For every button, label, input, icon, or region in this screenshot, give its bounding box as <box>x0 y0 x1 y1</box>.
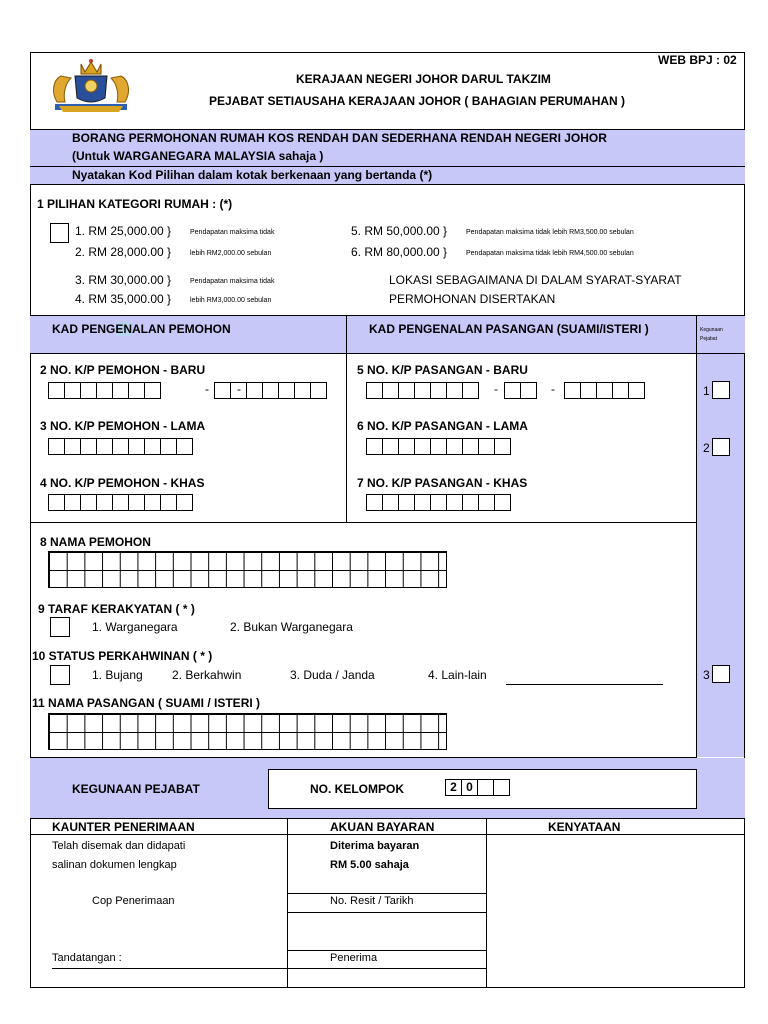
johor-crest-logo <box>45 56 137 118</box>
marital-option-3: 3. Duda / Janda <box>290 668 375 682</box>
spouse-id-header: KAD PENGENALAN PASANGAN (SUAMI/ISTERI ) <box>369 322 649 336</box>
category-income-note: lebih RM2,000.00 sebulan <box>190 250 272 257</box>
category-option-3: 3. RM 30,000.00 } <box>75 273 172 287</box>
category-income-note: Pendapatan maksima tidak lebih RM4,500.00 sebulan <box>466 250 634 257</box>
spouse-special-ic-label: 7 NO. K/P PASANGAN - KHAS <box>357 476 528 490</box>
applicant-new-ic-input[interactable] <box>48 382 161 399</box>
marital-status-label: 10 STATUS PERKAHWINAN ( * ) <box>32 649 213 663</box>
office-check-3-label: 3 <box>703 668 710 682</box>
office-use-column <box>697 354 744 757</box>
citizenship-option-1: 1. Warganegara <box>92 620 178 634</box>
receipt-date-label: No. Resit / Tarikh <box>330 895 414 907</box>
category-option-5: 5. RM 50,000.00 } <box>351 224 448 238</box>
marital-option-1: 1. Bujang <box>92 668 143 682</box>
category-income-note: Pendapatan maksima tidak <box>190 278 275 285</box>
form-code: WEB BPJ : 02 <box>658 53 737 67</box>
marital-option-2: 2. Berkahwin <box>172 668 242 682</box>
marital-other-line[interactable] <box>506 684 663 685</box>
ic-separator: - <box>494 382 498 396</box>
marital-option-4: 4. Lain-lain <box>428 668 487 682</box>
citizenship-box[interactable] <box>50 617 70 637</box>
applicant-name-input[interactable] <box>48 551 447 588</box>
spouse-new-ic-input[interactable] <box>366 382 479 399</box>
spouse-new-ic-label: 5 NO. K/P PASANGAN - BARU <box>357 363 528 377</box>
ic-separator: - <box>551 382 555 396</box>
applicant-old-ic-label: 3 NO. K/P PEMOHON - LAMA <box>40 419 206 433</box>
spouse-name-label: 11 NAMA PASANGAN ( SUAMI / ISTERI ) <box>32 696 261 710</box>
office-check-3-box[interactable] <box>712 665 730 683</box>
office-check-2-box[interactable] <box>712 438 730 456</box>
category-income-note: Pendapatan maksima tidak <box>190 229 275 236</box>
spouse-old-ic-input[interactable] <box>366 438 511 455</box>
applicant-new-ic-input[interactable] <box>246 382 327 399</box>
spouse-new-ic-input[interactable] <box>504 382 537 399</box>
office-check-1-label: 1 <box>703 384 710 398</box>
citizenship-label: 9 TARAF KERAKYATAN ( * ) <box>38 602 195 616</box>
receipt-stamp-label: Cop Penerimaan <box>92 895 175 907</box>
house-category-box[interactable] <box>50 223 69 243</box>
office-use-label: Kegunaan Pejabat <box>700 327 723 342</box>
category-option-4: 4. RM 35,000.00 } <box>75 292 172 306</box>
applicant-new-ic-input[interactable] <box>214 382 247 399</box>
office-title: PEJABAT SETIAUSAHA KERAJAAN JOHOR ( BAHAGIAN PERUMAHAN ) <box>209 94 626 108</box>
office-use-title: KEGUNAAN PEJABAT <box>72 782 200 796</box>
checked-note: Telah disemak dan didapati <box>52 840 186 852</box>
form-subtitle: (Untuk WARGANEGARA MALAYSIA sahaja ) <box>72 149 324 163</box>
house-category-label: 1 PILIHAN KATEGORI RUMAH : (*) <box>37 197 233 211</box>
payment-header: AKUAN BAYARAN <box>330 820 435 834</box>
marital-status-box[interactable] <box>50 665 70 685</box>
applicant-new-ic-label: 2 NO. K/P PEMOHON - BARU <box>40 363 206 377</box>
office-check-1-box[interactable] <box>712 381 730 399</box>
applicant-special-ic-input[interactable] <box>48 494 193 511</box>
remarks-header: KENYATAAN <box>548 820 621 834</box>
location-note: LOKASI SEBAGAIMANA DI DALAM SYARAT-SYARAT <box>389 273 682 287</box>
batch-number-input[interactable]: 2 0 <box>445 779 510 796</box>
citizenship-option-2: 2. Bukan Warganegara <box>230 620 353 634</box>
ic-separator: - <box>205 382 209 396</box>
category-income-note: Pendapatan maksima tidak lebih RM3,500.00 sebulan <box>466 229 634 236</box>
category-option-6: 6. RM 80,000.00 } <box>351 245 448 259</box>
payment-received: Diterima bayaran <box>330 840 420 852</box>
ic-separator: - <box>237 382 241 396</box>
checked-note: salinan dokumen lengkap <box>52 859 177 871</box>
spouse-special-ic-input[interactable] <box>366 494 511 511</box>
category-income-note: lebih RM3,000.00 sebulan <box>190 297 272 304</box>
spouse-new-ic-input[interactable] <box>564 382 645 399</box>
spouse-old-ic-label: 6 NO. K/P PASANGAN - LAMA <box>357 419 528 433</box>
applicant-old-ic-input[interactable] <box>48 438 193 455</box>
receiving-counter-header: KAUNTER PENERIMAAN <box>52 820 195 834</box>
office-check-2-label: 2 <box>703 441 710 455</box>
applicant-id-header: KAD PENGENALAN PEMOHON <box>52 322 231 336</box>
category-option-1: 1. RM 25,000.00 } <box>75 224 172 238</box>
form-title: BORANG PERMOHONAN RUMAH KOS RENDAH DAN SEDERHANA RENDAH NEGERI JOHOR <box>72 131 607 145</box>
signature-label: Tandatangan : <box>52 952 122 964</box>
form-instruction: Nyatakan Kod Pilihan dalam kotak berkenaan yang bertanda (*) <box>72 168 433 182</box>
location-note: PERMOHONAN DISERTAKAN <box>389 292 556 306</box>
receiver-label: Penerima <box>330 952 378 964</box>
government-title: KERAJAAN NEGERI JOHOR DARUL TAKZIM <box>296 72 551 86</box>
batch-number-label: NO. KELOMPOK <box>310 782 405 796</box>
applicant-special-ic-label: 4 NO. K/P PEMOHON - KHAS <box>40 476 205 490</box>
applicant-name-label: 8 NAMA PEMOHON <box>40 535 151 549</box>
spouse-name-input[interactable] <box>48 713 447 750</box>
payment-amount: RM 5.00 sahaja <box>330 859 409 871</box>
category-option-2: 2. RM 28,000.00 } <box>75 245 172 259</box>
